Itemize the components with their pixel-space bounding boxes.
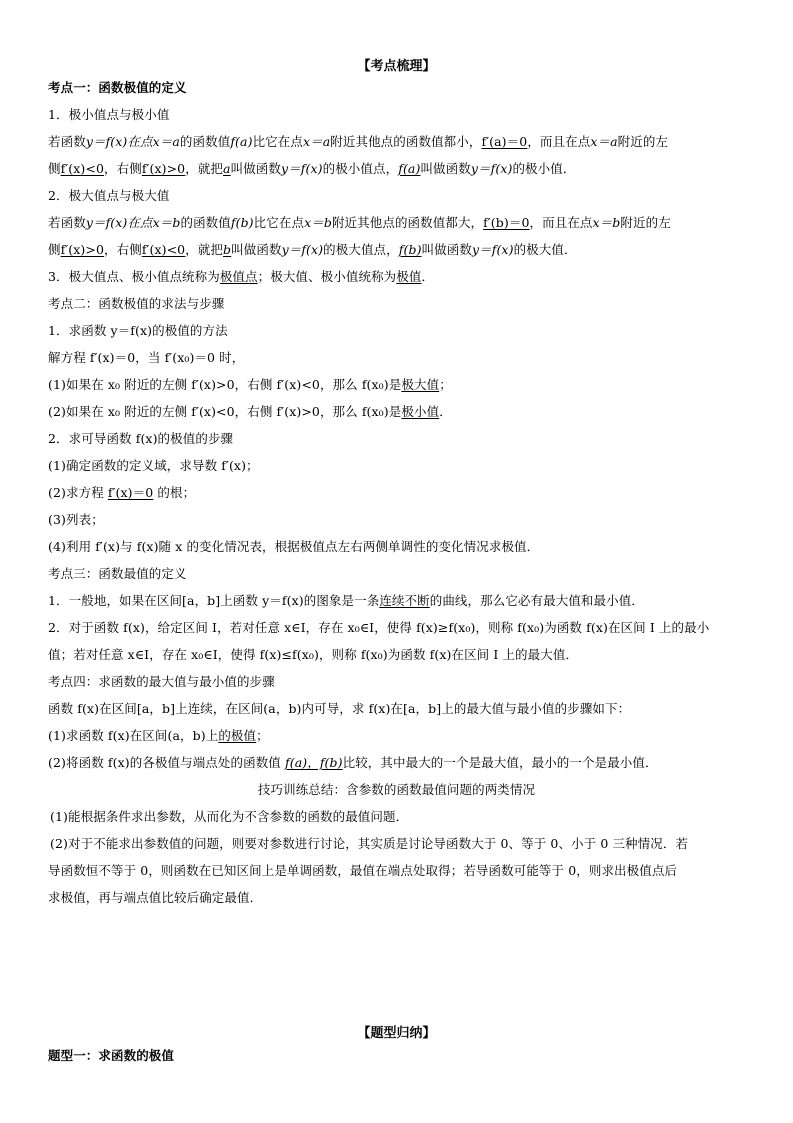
kp1-s2-line2: 侧f′(x)>0，右侧f′(x)<0，就把b叫做函数y＝f(x)的极大值点，f(b)叫做函数y＝f(x)的极大值．: [48, 242, 577, 257]
kp2-s1-line2: (1)如果在 x₀ 附近的左侧 f′(x)>0，右侧 f′(x)<0，那么 f(x₀)是极大值；: [48, 377, 452, 392]
kp2-s2-line3: (3)列表；: [48, 512, 104, 527]
kp1-s2-line1: 若函数y＝f(x)在点x＝b的函数值f(b)比它在点x＝b附近其他点的函数值都大，f′(b)＝0，而且在点x＝b附近的左: [48, 215, 671, 230]
kp1-s1-line2: 侧f′(x)<0，右侧f′(x)>0，就把a叫做函数y＝f(x)的极小值点，f(a)叫做函数y＝f(x)的极小值．: [48, 161, 576, 176]
kp4-line2: (1)求函数 f(x)在区间(a，b)上的极值；: [48, 728, 269, 743]
kp4-line1: 函数 f(x)在区间[a，b]上连续，在区间(a，b)内可导，求 f(x)在[a，b]上的最大值与最小值的步骤如下：: [48, 701, 631, 716]
kp3-line1: 1．一般地，如果在区间[a，b]上函数 y＝f(x)的图象是一条连续不断的曲线，那么它必有最大值和最小值．: [48, 593, 644, 608]
kp2-s1-line3: (2)如果在 x₀ 附近的左侧 f′(x)<0，右侧 f′(x)>0，那么 f(x₀)是极小值．: [48, 404, 452, 419]
kp2-s1-line1: 解方程 f′(x)＝0，当 f′(x₀)＝0 时，: [48, 350, 245, 365]
summary-line2: (2)对于不能求出参数值的问题，则要对参数进行讨论，其实质是讨论导函数大于 0、等于 0、小于 0 三种情况．若: [50, 836, 689, 851]
kp4-heading: 考点四：求函数的最大值与最小值的步骤: [48, 674, 275, 689]
kp2-heading: 考点二：函数极值的求法与步骤: [48, 296, 225, 311]
kp2-s2-line2: (2)求方程 f′(x)＝0 的根；: [48, 485, 196, 500]
kp1-s3-line: 3．极大值点、极小值点统称为极值点；极大值、极小值统称为极值．: [48, 269, 435, 284]
summary-line3: 导函数恒不等于 0，则函数在已知区间上是单调函数，最值在端点处取得；若导函数可能等于 0，则求出极值点后: [48, 863, 678, 878]
kp1-s1-title: 1．极小值点与极小值: [48, 107, 170, 122]
section-title-kaodian: 【考点梳理】: [357, 59, 436, 74]
kp2-s2-title: 2．求可导函数 f(x)的极值的步骤: [48, 431, 234, 446]
kp2-s1-title: 1．求函数 y＝f(x)的极值的方法: [48, 323, 228, 338]
kp1-s1-line1: 若函数y＝f(x)在点x＝a的函数值f(a)比它在点x＝a附近其他点的函数值都小，f′(a)＝0，而且在点x＝a附近的左: [48, 134, 669, 149]
section-title-tixing: 【题型归纳】: [357, 1026, 436, 1041]
summary-title: 技巧训练总结：含参数的函数最值问题的两类情况: [257, 782, 536, 797]
kp3-line2: 2．对于函数 f(x)，给定区间 I，若对任意 x∈I，存在 x₀∈I，使得 f(x)≥f(x₀)，则称 f(x₀)为函数 f(x)在区间 I 上的最小: [48, 620, 710, 635]
kp3-heading: 考点三：函数最值的定义: [48, 566, 187, 581]
tx1-heading: 题型一：求函数的极值: [48, 1048, 175, 1063]
kp3-line3: 值；若对任意 x∈I，存在 x₀∈I，使得 f(x)≤f(x₀)，则称 f(x₀)为函数 f(x)在区间 I 上的最大值．: [48, 647, 579, 662]
kp4-line3: (2)将函数 f(x)的各极值与端点处的函数值 f(a)，f(b)比较，其中最大的一个是最大值，最小的一个是最小值．: [48, 755, 658, 770]
summary-line4: 求极值，再与端点值比较后确定最值．: [48, 890, 263, 905]
kp1-heading: 考点一：函数极值的定义: [48, 80, 187, 95]
summary-line1: (1)能根据条件求出参数，从而化为不含参数的函数的最值问题．: [50, 809, 409, 824]
kp2-s2-line1: (1)确定函数的定义域，求导数 f′(x)；: [48, 458, 259, 473]
kp1-s2-title: 2．极大值点与极大值: [48, 188, 170, 203]
kp2-s2-line4: (4)利用 f′(x)与 f(x)随 x 的变化情况表，根据极值点左右两侧单调性的变化情况求极值．: [48, 539, 540, 554]
